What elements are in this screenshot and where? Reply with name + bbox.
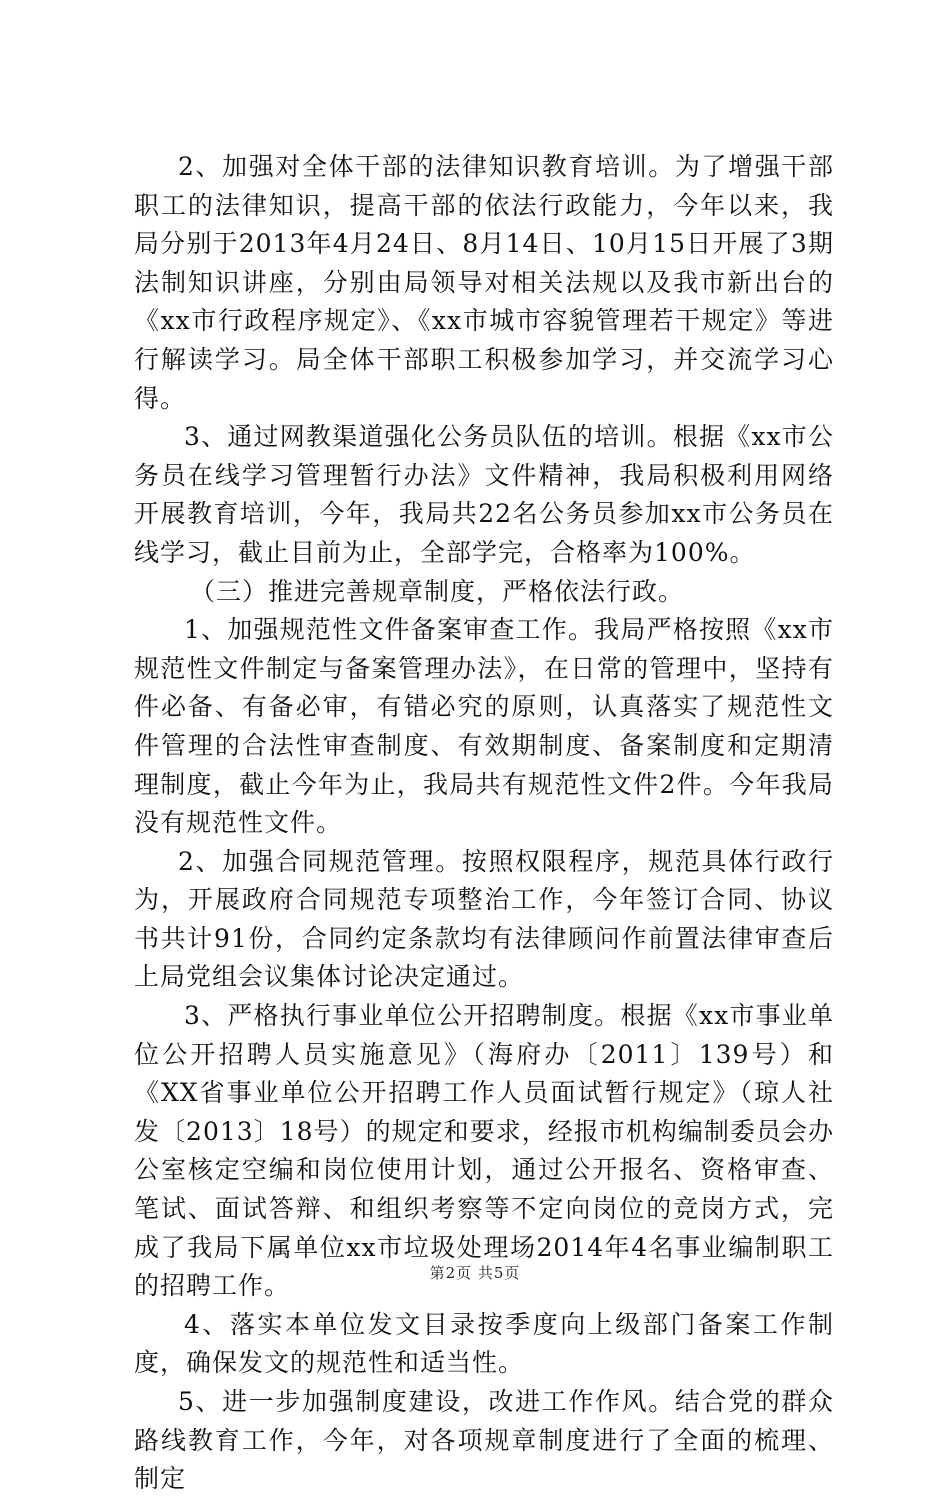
- paragraph-online-training: 3、通过网教渠道强化公务员队伍的培训。根据《xx市公务员在线学习管理暂行办法》文件精神，我局积极利用网络开展教育培训，今年，我局共22名公务员参加xx市公务员在线学习，截止目前为止，全部学完，合格率为100%。: [134, 422, 834, 567]
- paragraph-public-recruitment: 3、严格执行事业单位公开招聘制度。根据《xx市事业单位公开招聘人员实施意见》（海府办〔2011〕139号）和《XX省事业单位公开招聘工作人员面试暂行规定》（琼人社发〔2013〕18号）的规定和要求，经报市机构编制委员会办公室核定空编和岗位使用计划，通过公开报名、资格审查、笔试、面试答辩、和组织考察等不定向岗位的竞岗方式，完成了我局下属单位xx市垃圾处理场2014年4名事业编制职工的招聘工作。: [134, 1001, 834, 1301]
- paragraph-document-filing: 4、落实本单位发文目录按季度向上级部门备案工作制度，确保发文的规范性和适当性。: [134, 1309, 834, 1378]
- paragraph-legal-training: 2、加强对全体干部的法律知识教育培训。为了增强干部职工的法律知识，提高干部的依法行政能力，今年以来，我局分别于2013年4月24日、8月14日、10月15日开展了3期法制知识讲座，分别由局领导对相关法规以及我市新出台的《xx市行政程序规定》、《xx市城市容貌管理若干规定》等进行解读学习。局全体干部职工积极参加学习，并交流学习心得。: [134, 152, 834, 413]
- paragraph-system-construction: 5、进一步加强制度建设，改进工作作风。结合党的群众路线教育工作，今年，对各项规章制度进行了全面的梳理、制定: [134, 1387, 834, 1494]
- section-heading-regulations: （三）推进完善规章制度，严格依法行政。: [190, 576, 685, 606]
- document-body: [134, 148, 834, 1499]
- paragraph-contract-management: 2、加强合同规范管理。按照权限程序，规范具体行政行为，开展政府合同规范专项整治工作，今年签订合同、协议书共计91份，合同约定条款均有法律顾问作前置法律审查后上局党组会议集体讨论决定通过。: [134, 846, 834, 992]
- paragraph-normative-documents: 1、加强规范性文件备案审查工作。我局严格按照《xx市规范性文件制定与备案管理办法》，在日常的管理中，坚持有件必备、有备必审，有错必究的原则，认真落实了规范性文件管理的合法性审查制度、有效期制度、备案制度和定期清理制度，截止今年为止，我局共有规范性文件2件。今年我局没有规范性文件。: [134, 615, 834, 838]
- page-number-footer: 第2页 共5页: [429, 1264, 521, 1282]
